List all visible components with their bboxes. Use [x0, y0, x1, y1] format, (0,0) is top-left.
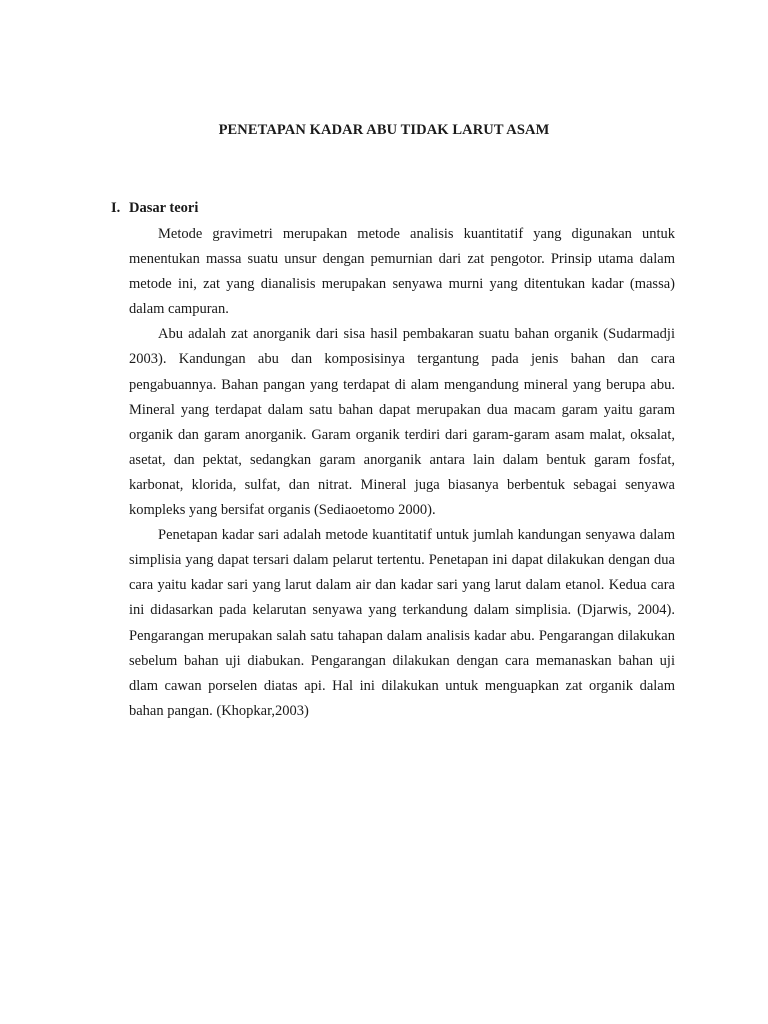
section-number: I.: [111, 200, 121, 216]
document-title: PENETAPAN KADAR ABU TIDAK LARUT ASAM: [218, 122, 550, 138]
section-body: [129, 222, 675, 724]
paragraph-1: Metode gravimetri merupakan metode analisis kuantitatif yang digunakan untuk menentukan massa suatu unsur dengan pemurnian dari zat pengotor. Prinsip utama dalam metode ini, zat yang dianalisis merupakan senyawa murni yang ditentukan kadar (massa) dalam campuran.: [129, 226, 675, 318]
paragraph-2: Abu adalah zat anorganik dari sisa hasil pembakaran suatu bahan organik (Sudarmadji 2003). Kandungan abu dan komposisinya tergantung pada jenis bahan dan cara pengabuannya. Bahan pangan yang terdapat di alam mengandung mineral yang berupa abu. Mineral yang terdapat dalam satu bahan dapat merupakan dua macam garam yaitu garam organik dan garam anorganik. Garam organik terdiri dari garam-garam asam malat, oksalat, asetat, dan pektat, sedangkan garam anorganik antara lain dalam bentuk garam fosfat, karbonat, klorida, sulfat, dan nitrat. Mineral juga biasanya berbentuk sebagai senyawa kompleks yang bersifat organis (Sediaoetomo 2000).: [129, 326, 675, 519]
section-heading: [111, 200, 198, 217]
paragraph-3: Penetapan kadar sari adalah metode kuantitatif untuk jumlah kandungan senyawa dalam simplisia yang dapat tersari dalam pelarut tertentu. Penetapan ini dapat dilakukan dengan dua cara yaitu kadar sari yang larut dalam air dan kadar sari yang larut dalam etanol. Kedua cara ini didasarkan pada kelarutan senyawa yang terkandung dalam simplisia. (Djarwis, 2004). Pengarangan merupakan salah satu tahapan dalam analisis kadar abu. Pengarangan dilakukan sebelum bahan uji diabukan. Pengarangan dilakukan dengan cara memanaskan bahan uji dlam cawan porselen diatas api. Hal ini dilakukan untuk menguapkan zat organik dalam bahan pangan. (Khopkar,2003): [129, 527, 675, 719]
section-heading-text: Dasar teori: [129, 200, 199, 216]
